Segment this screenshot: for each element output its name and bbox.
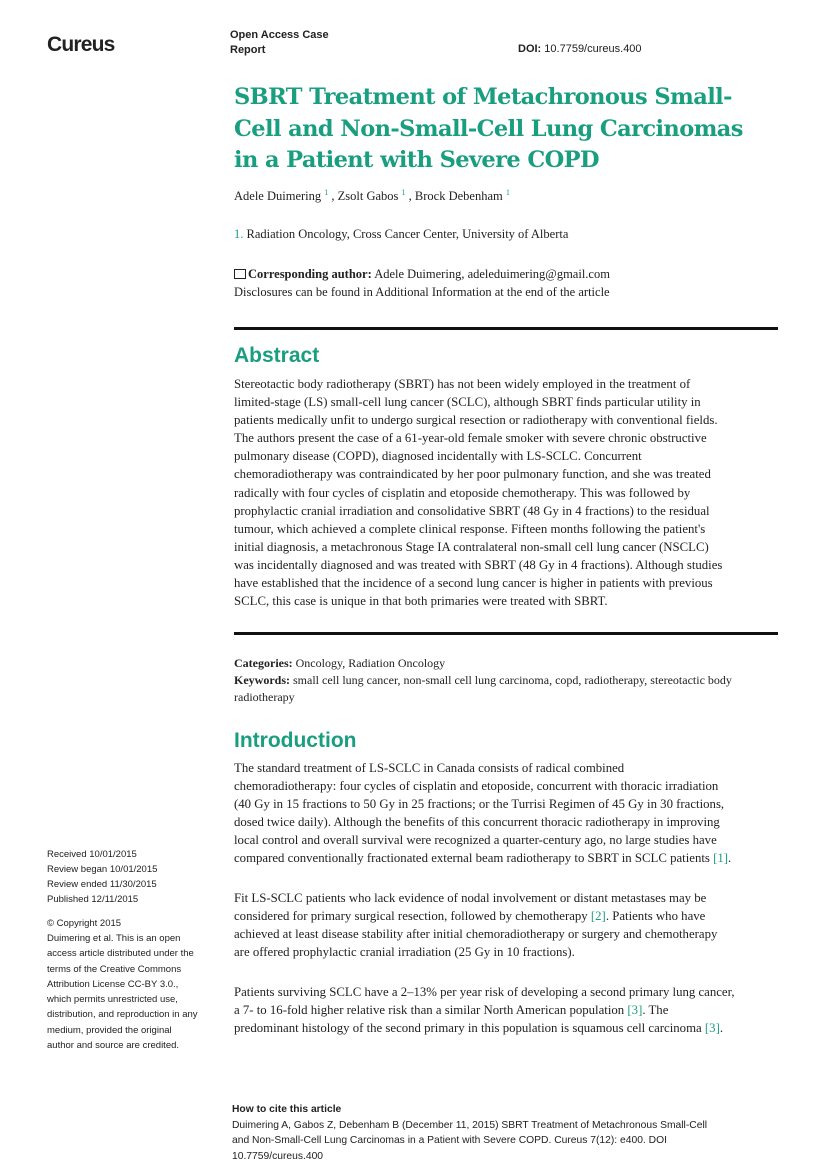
line-text: . Patients who have xyxy=(605,909,706,924)
title-line: Cell and Non-Small-Cell Lung Carcinomas xyxy=(234,115,743,142)
text-line xyxy=(234,943,784,961)
date-value: 11/30/2015 xyxy=(109,879,157,890)
abstract-line: was incidentally diagnosed and was treated with SBRT (48 Gy in 4 fractions). Although studies xyxy=(234,557,723,572)
keywords-value: small cell lung cancer, non-small cell lung carcinoma, copd, radiotherapy, stereotactic body xyxy=(293,673,732,687)
author-name[interactable]: Zsolt Gabos xyxy=(337,189,399,204)
line-text: a 7- to 16-fold higher relative risk than a similar North American population xyxy=(234,1003,628,1018)
line-text: . xyxy=(719,1021,724,1036)
date-entry xyxy=(47,862,222,877)
license-line: which permits unrestricted use, xyxy=(47,994,178,1006)
text-line xyxy=(234,925,784,943)
categories-value: Oncology, Radiation Oncology xyxy=(295,656,446,670)
article-type-line: Report xyxy=(230,44,266,56)
article-type xyxy=(230,28,329,58)
mail-icon xyxy=(234,269,246,279)
text-line xyxy=(234,889,784,907)
abstract-line: patients medically unfit to undergo surgical resection or radiotherapy with conventional fields. xyxy=(234,413,718,428)
affiliation-text: Radiation Oncology, Cross Cancer Center, University of Alberta xyxy=(246,227,569,241)
citation-block xyxy=(232,1102,792,1164)
license-line: medium, provided the original xyxy=(47,1024,172,1036)
doi xyxy=(518,43,642,55)
date-entry xyxy=(47,847,222,862)
line-text: (40 Gy in 15 fractions to 50 Gy in 25 fractions; or the Turrisi Regimen of 45 Gy in 30 fractions, xyxy=(234,797,725,812)
line-text: achieved at least disease stability after initial chemoradiotherapy or surgery and chemotherapy xyxy=(234,927,718,942)
title-line: in a Patient with Severe COPD xyxy=(234,147,599,173)
intro-paragraph xyxy=(234,983,784,1037)
keywords-value: radiotherapy xyxy=(234,690,295,704)
text-line xyxy=(234,849,784,867)
divider xyxy=(234,327,778,330)
author-affiliation: 1 xyxy=(324,188,329,197)
date-label: Review ended xyxy=(47,879,108,890)
abstract-line: have established that the incidence of a second lung cancer is higher in patients with previous xyxy=(234,576,713,591)
journal-logo: Cureus xyxy=(47,33,115,56)
reference-link[interactable]: [3] xyxy=(627,1003,643,1018)
divider xyxy=(234,632,778,635)
abstract-text xyxy=(234,375,784,610)
publication-dates xyxy=(47,847,222,907)
abstract-line: SCLC, this case is unique in that both primaries were treated with SBRT. xyxy=(234,594,608,609)
abstract-line: radically with four cycles of cisplatin and etoposide chemotherapy. This was followed by xyxy=(234,485,691,500)
license-line: author and source are credited. xyxy=(47,1040,180,1052)
abstract-line: pulmonary disease (COPD), diagnosed incidentally with LS-SCLC. Concurrent xyxy=(234,449,642,464)
line-text: The standard treatment of LS-SCLC in Canada consists of radical combined xyxy=(234,761,625,775)
intro-paragraph xyxy=(234,759,784,868)
affiliation xyxy=(234,227,568,242)
citation-heading: How to cite this article xyxy=(232,1104,342,1115)
text-line xyxy=(234,777,784,795)
author-name[interactable]: Brock Debenham xyxy=(414,189,503,204)
corresponding-author xyxy=(234,265,610,301)
text-line xyxy=(234,1019,784,1037)
categories-label: Categories: xyxy=(234,656,293,670)
text-line xyxy=(234,1001,784,1019)
citation-line: and Non-Small-Cell Lung Carcinomas in a Patient with Severe COPD. Cureus 7(12): e400. DOI xyxy=(232,1135,667,1146)
date-label: Review began xyxy=(47,864,108,875)
line-text: Fit LS-SCLC patients who lack evidence of nodal involvement or distant metastases may be xyxy=(234,891,707,905)
abstract-line: chemoradiotherapy was contraindicated by her poor pulmonary function, and she was treated xyxy=(234,467,711,482)
line-text: predominant histology of the second primary in this population is squamous cell carcinoma xyxy=(234,1021,705,1036)
abstract-line: The authors present the case of a 61-year-old female smoker with severe chronic obstructive xyxy=(234,431,707,446)
author-affiliation: 1 xyxy=(505,188,510,197)
reference-link[interactable]: [1] xyxy=(713,851,729,866)
keywords-label: Keywords: xyxy=(234,673,290,687)
line-text: . The xyxy=(642,1003,669,1018)
date-label: Received xyxy=(47,849,87,860)
author-list: Adele Duimering $^1$ , Zsolt Gabos $^1$ , Brock Debenham $^1$ xyxy=(234,188,510,204)
line-text: Patients surviving SCLC have a 2–13% per year risk of developing a second primary lung cancer, xyxy=(234,985,735,999)
line-text: . xyxy=(728,851,732,866)
intro-paragraph xyxy=(234,889,784,961)
text-line xyxy=(234,813,784,831)
copyright-line: © Copyright 2015 xyxy=(47,918,122,929)
date-entry xyxy=(47,892,222,907)
line-text: are offered prophylactic cranial irradiation (25 Gy in 10 fractions). xyxy=(234,945,575,960)
doi-value[interactable]: 10.7759/cureus.400 xyxy=(544,43,642,55)
abstract-line: tumour, which achieved a complete clinical response. Fifteen months following the patient's xyxy=(234,521,706,536)
abstract-heading: Abstract xyxy=(234,344,320,367)
abstract-line: prophylactic cranial irradiation and consolidative SBRT (48 Gy in 4 fractions) to the residual xyxy=(234,503,710,518)
reference-link[interactable]: [2] xyxy=(590,909,606,924)
line-text: chemoradiotherapy: four cycles of cisplatin and etoposide, concurrent with thoracic irradiation xyxy=(234,779,719,794)
line-text: considered for primary surgical resection, followed by chemotherapy xyxy=(234,909,591,924)
article-type-line: Open Access Case xyxy=(230,29,329,41)
article-title xyxy=(234,82,794,177)
line-text: dosed twice daily). Although the benefits of this concurrent thoracic radiotherapy in improving xyxy=(234,815,720,830)
abstract-line: Stereotactic body radiotherapy (SBRT) has not been widely employed in the treatment of xyxy=(234,377,691,391)
license-line: Duimering et al. This is an open xyxy=(47,933,181,944)
categories-keywords xyxy=(234,655,784,706)
license-line: terms of the Creative Commons xyxy=(47,963,182,975)
disclosures-note: Disclosures can be found in Additional Information at the end of the article xyxy=(234,285,610,299)
corresponding-contact[interactable]: Adele Duimering, adeleduimering@gmail.com xyxy=(374,267,610,281)
citation-line: 10.7759/cureus.400 xyxy=(232,1150,324,1162)
abstract-line: initial diagnosis, a metachronous Stage IA contralateral non-small cell lung cancer (NSCLC) xyxy=(234,539,709,554)
line-text: compared conventionally fractionated external beam radiotherapy to SBRT in SCLC patients xyxy=(234,851,714,866)
citation-line: Duimering A, Gabos Z, Debenham B (December 11, 2015) SBRT Treatment of Metachronous Small-Cell xyxy=(232,1119,708,1131)
text-line xyxy=(234,907,784,925)
text-line xyxy=(234,831,784,849)
reference-link[interactable]: [3] xyxy=(704,1021,720,1036)
license-line: distribution, and reproduction in any xyxy=(47,1009,198,1021)
license-line: access article distributed under the xyxy=(47,948,194,960)
date-label: Published xyxy=(47,894,89,905)
doi-label: DOI: xyxy=(518,43,542,55)
license-line: Attribution License CC-BY 3.0., xyxy=(47,978,179,990)
introduction-heading: Introduction xyxy=(234,729,357,752)
text-line xyxy=(234,759,784,777)
author-affiliation: 1 xyxy=(401,188,406,197)
affiliation-number: 1. xyxy=(234,227,244,241)
title-line: SBRT Treatment of Metachronous Small- xyxy=(234,84,732,110)
text-line xyxy=(234,983,784,1001)
date-value: 12/11/2015 xyxy=(91,894,139,905)
date-entry xyxy=(47,877,222,892)
abstract-line: limited-stage (LS) small-cell lung cancer (SCLC), although SBRT finds particular utility in xyxy=(234,395,701,410)
copyright-notice xyxy=(47,916,222,1053)
text-line xyxy=(234,795,784,813)
date-value: 10/01/2015 xyxy=(109,864,158,875)
author-name[interactable]: Adele Duimering xyxy=(234,189,322,204)
date-value: 10/01/2015 xyxy=(89,849,137,860)
line-text: local control and overall survival were recognized a quarter-century ago, no large studies have xyxy=(234,833,717,848)
corresponding-label: Corresponding author: xyxy=(248,267,372,281)
